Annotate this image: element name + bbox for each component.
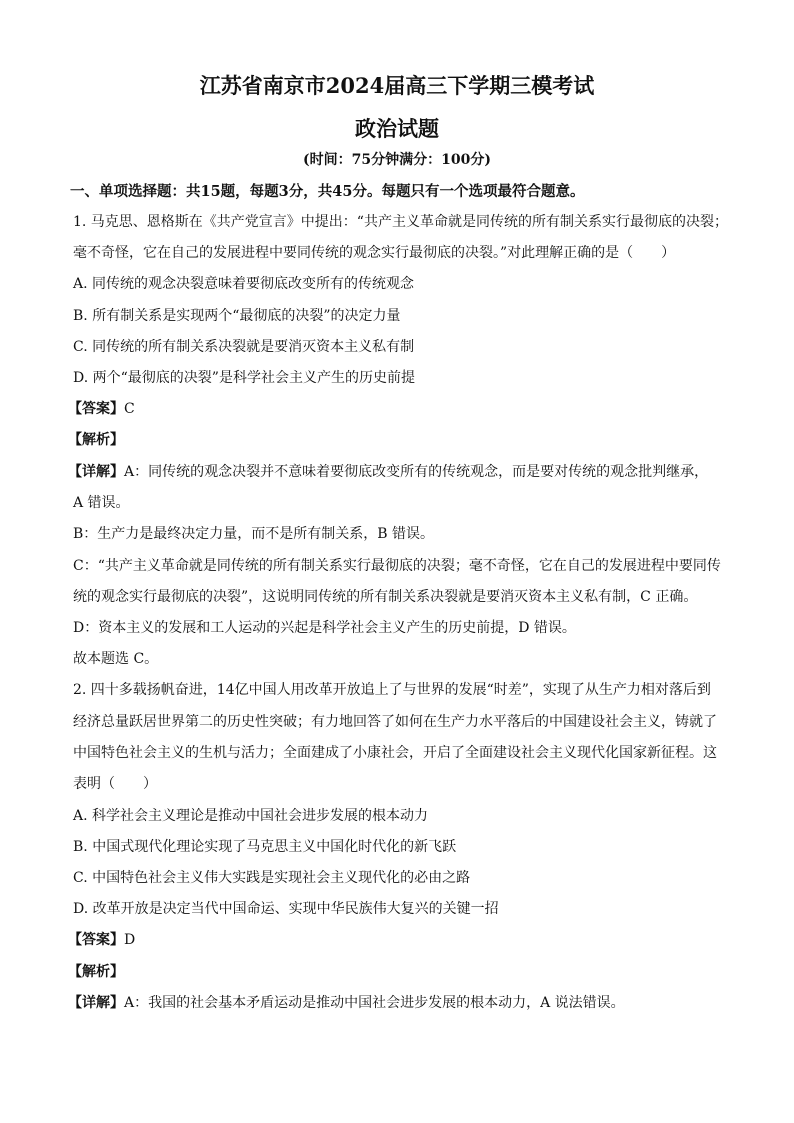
detail-label: 【详解】	[68, 464, 124, 480]
q1-detail-c1: C：“共产主义革命就是同传统的所有制关系实行最彻底的决裂；毫不奇怪，它在自己的发展进程中要同传	[73, 558, 721, 574]
section-heading: 一、单项选择题：共15题，每题3分，共45分。每题只有一个选项最符合题意。	[70, 183, 585, 200]
q2-analysis-label: 【解析】	[68, 964, 124, 980]
q1-option-c: C. 同传统的所有制关系决裂就是要消灭资本主义私有制	[73, 339, 415, 355]
answer-label: 【答案】	[68, 932, 124, 948]
detail-text: A：同传统的观念决裂并不意味着要彻底改变所有的传统观念，而是要对传统的观念批判继承，	[124, 464, 709, 480]
detail-text: A：我国的社会基本矛盾运动是推动中国社会进步发展的根本动力，A 说法错误。	[124, 995, 625, 1011]
exam-title: 江苏省南京市2024届高三下学期三模考试	[199, 73, 595, 98]
q2-detail-a	[68, 993, 625, 1013]
q1-detail-d: D：资本主义的发展和工人运动的兴起是科学社会主义产生的历史前提，D 错误。	[73, 620, 576, 636]
q1-analysis-label: 【解析】	[68, 432, 124, 448]
answer-value: D	[124, 932, 136, 948]
q1-option-d: D. 两个“最彻底的决裂”是科学社会主义产生的历史前提	[73, 370, 415, 386]
q2-option-a: A. 科学社会主义理论是推动中国社会进步发展的根本动力	[73, 808, 429, 824]
q2-stem-line1: 2. 四十多载扬帆奋进，14亿中国人用改革开放追上了与世界的发展“时差”，实现了从生产力相对落后到	[73, 682, 711, 698]
answer-value: C	[124, 401, 135, 417]
q1-stem-line1: 1. 马克思、恩格斯在《共产党宣言》中提出：“共产主义革命就是同传统的所有制关系实行最彻底的决裂；	[73, 214, 728, 230]
q2-option-d: D. 改革开放是决定当代中国命运、实现中华民族伟大复兴的关键一招	[73, 901, 499, 917]
detail-label: 【详解】	[68, 995, 124, 1011]
answer-label: 【答案】	[68, 401, 124, 417]
q1-conclusion: 故本题选 C。	[73, 651, 159, 667]
q1-option-a: A. 同传统的观念决裂意味着要彻底改变所有的传统观念	[73, 276, 415, 292]
q2-answer	[68, 930, 135, 950]
q2-stem-line2: 经济总量跃居世界第二的历史性突破；有力地回答了如何在生产力水平落后的中国建设社会主义，铸就了	[73, 714, 717, 730]
q2-option-c: C. 中国特色社会主义伟大实践是实现社会主义现代化的必由之路	[73, 870, 471, 886]
q1-detail-c2: 统的观念实行最彻底的决裂”，这说明同传统的所有制关系决裂就是要消灭资本主义私有制，C 正确。	[73, 589, 698, 605]
exam-info: (时间：75分钟满分：100分)	[303, 152, 491, 168]
q1-detail-a1	[68, 462, 708, 482]
q2-stem-line3: 中国特色社会主义的生机与活力；全面建成了小康社会，开启了全面建设社会主义现代化国家新征程。这	[73, 745, 717, 761]
q1-answer	[68, 399, 135, 419]
q1-detail-b: B：生产力是最终决定力量，而不是所有制关系，B 错误。	[73, 526, 435, 542]
subject-title: 政治试题	[355, 116, 439, 141]
q2-option-b: B. 中国式现代化理论实现了马克思主义中国化时代化的新飞跃	[73, 839, 457, 855]
q1-detail-a2: A 错误。	[73, 495, 130, 511]
q1-option-b: B. 所有制关系是实现两个“最彻底的决裂”的决定力量	[73, 308, 401, 324]
q1-stem-line2: 毫不奇怪，它在自己的发展进程中要同传统的观念实行最彻底的决裂。”对此理解正确的是（ ）	[73, 245, 676, 261]
q2-stem-line4: 表明（ ）	[73, 776, 157, 792]
